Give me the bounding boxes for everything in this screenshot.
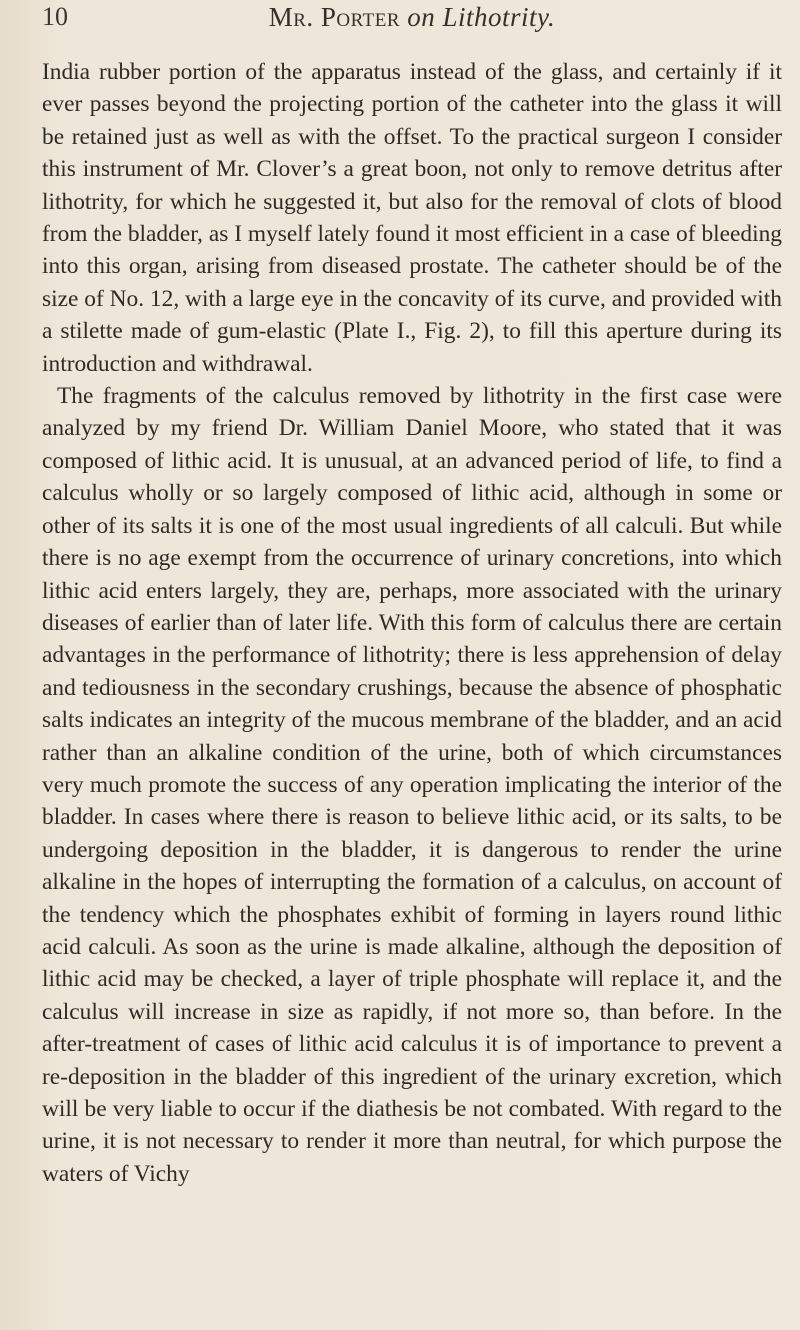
- paragraph: The fragments of the calculus removed by lithotrity in the first case were analyzed by my friend Dr. William Daniel Moore, who stated that it was composed of lithic acid. It is unusual, at an advanced period of life, to find a calculus wholly or so largely composed of lithic acid, although in some or other of its salts it is one of the most usual ingredients of all calculi. But while there is no age exempt from the occurrence of urinary concretions, into which lithic acid enters largely, they are, perhaps, more associated with the urinary diseases of earlier than of later life. With this form of calculus there are certain advantages in the performance of lithotrity; there is less apprehension of delay and tediousness in the secondary crushings, because the absence of phosphatic salts indicates an integrity of the mucous membrane of the bladder, and an acid rather than an alkaline condition of the urine, both of which circumstances very much promote the success of any operation implicating the interior of the bladder. In cases where there is reason to believe lithic acid, or its salts, to be undergoing deposition in the bladder, it is dangerous to render the urine alkaline in the hopes of interrupting the formation of a calculus, on account of the tendency which the phosphates exhibit of forming in layers round lithic acid calculi. As soon as the urine is made alkaline, although the deposition of lithic acid may be checked, a layer of triple phosphate will replace it, and the calculus will increase in size as rapidly, if not more so, than before. In the after-treatment of cases of lithic acid calculus it is of importance to prevent a re-deposition in the bladder of this ingredient of the urinary excretion, which will be very liable to occur if the diathesis be not combated. With regard to the urine, it is not necessary to render it more than neutral, for which purpose the waters of Vichy: [42, 383, 782, 1187]
- page-header: [42, 0, 782, 50]
- page-number: 10: [42, 2, 68, 31]
- running-head-topic: Lithotrity.: [442, 2, 556, 32]
- running-head-author: Mr. Porter: [268, 2, 401, 32]
- body-text: [42, 56, 782, 1190]
- running-head-on: on: [407, 2, 436, 32]
- running-head: [42, 2, 782, 33]
- paragraph-continued: India rubber portion of the apparatus instead of the glass, and certainly if it ever passes beyond the projecting portion of the catheter into the glass it will be retained just as well as with the offset. To the practical surgeon I consider this instrument of Mr. Clover’s a great boon, not only to remove detritus after lithotrity, for which he suggested it, but also for the removal of clots of blood from the bladder, as I myself lately found it most efficient in a case of bleeding into this organ, arising from diseased prostate. The catheter should be of the size of No. 12, with a large eye in the concavity of its curve, and provided with a stilette made of gum-elastic (Plate I., Fig. 2), to fill this aperture during its introduction and withdrawal.: [42, 59, 782, 377]
